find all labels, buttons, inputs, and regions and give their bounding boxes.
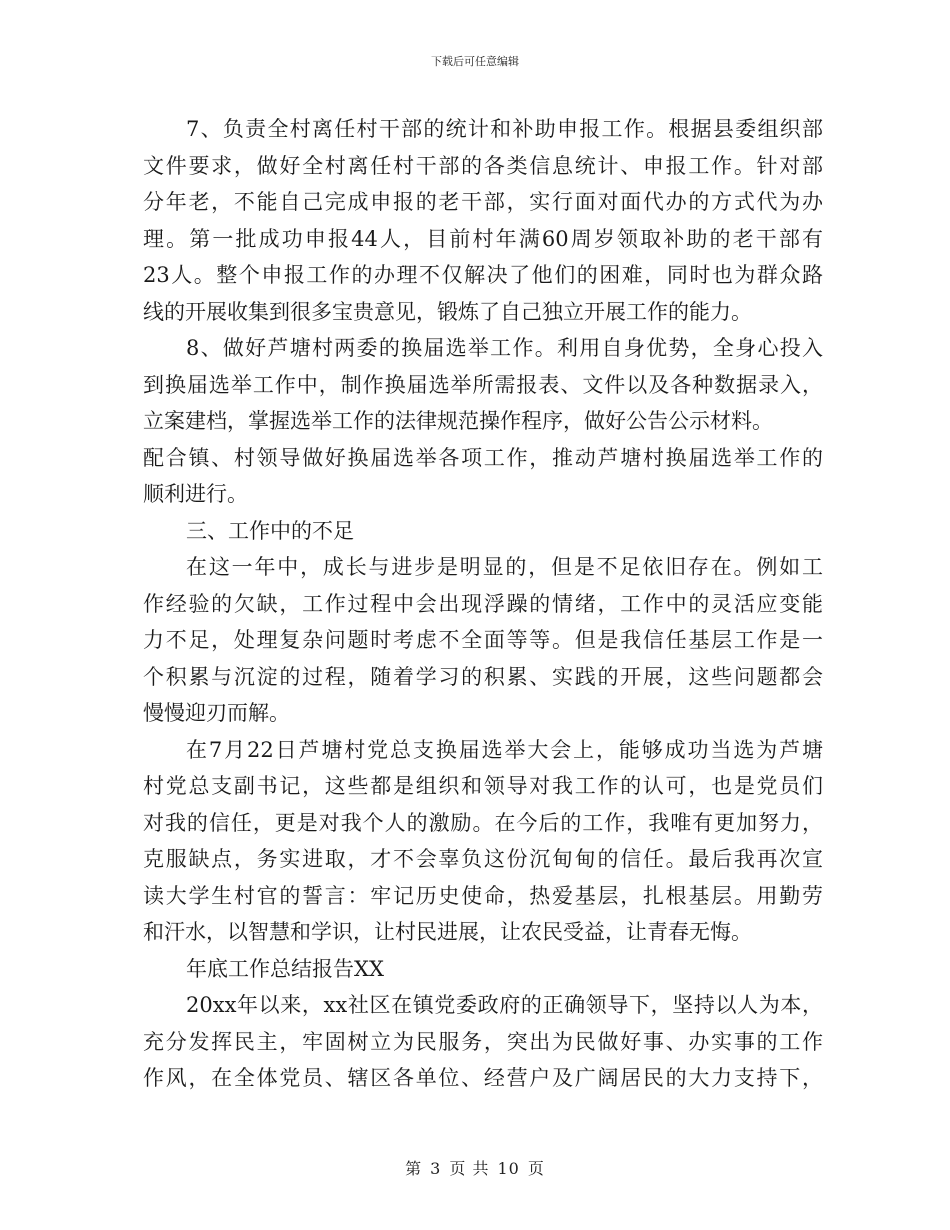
text-line: 个积累与沉淀的过程，随着学习的积累、实践的开展，这些问题都会 xyxy=(143,664,823,689)
paragraph xyxy=(143,732,823,951)
text-line: 充分发挥民主，牢固树立为民服务，突出为民做好事、办实事的工作 xyxy=(143,1029,823,1054)
text-line: 20xx年以来，xx社区在镇党委政府的正确领导下，坚持以人为本， xyxy=(186,993,823,1017)
document-body xyxy=(143,111,823,1097)
footer-mid: 页 共 xyxy=(449,1159,490,1178)
footer-prefix: 第 xyxy=(405,1159,423,1178)
page-footer xyxy=(0,1156,950,1179)
text-line: 顺利进行。 xyxy=(143,482,248,506)
text-line: 文件要求，做好全村离任村干部的各类信息统计、申报工作。针对部 xyxy=(143,153,823,178)
page-number: 3 xyxy=(430,1159,442,1178)
report-title xyxy=(143,951,823,988)
text-line: 到换届选举工作中，制作换届选举所需报表、文件以及各种数据录入， xyxy=(143,372,823,397)
text-line: 三、工作中的不足 xyxy=(186,518,354,543)
text-line: 力不足，处理复杂问题时考虑不全面等等。但是我信任基层工作是一 xyxy=(143,628,823,652)
total-pages: 10 xyxy=(497,1159,520,1178)
text-line: 23人。整个申报工作的办理不仅解决了他们的困难，同时也为群众路 xyxy=(143,263,823,287)
text-line: 7、负责全村离任村干部的统计和补助申报工作。根据县委组织部 xyxy=(186,117,823,141)
text-line: 在7月22日芦塘村党总支换届选举大会上，能够成功当选为芦塘 xyxy=(186,737,823,762)
text-line: 立案建档，掌握选举工作的法律规范操作程序，做好公告公示材料。 xyxy=(143,409,773,433)
text-line: 8、做好芦塘村两委的换届选举工作。利用自身优势，全身心投入 xyxy=(186,336,823,360)
text-line: 和汗水，以智慧和学识，让村民进展，让农民受益，让青春无悔。 xyxy=(143,920,752,944)
text-line: 在这一年中，成长与进步是明显的，但是不足依旧存在。例如工 xyxy=(186,555,823,579)
text-line: 克服缺点，务实进取，才不会辜负这份沉甸甸的信任。最后我再次宣 xyxy=(143,847,823,871)
text-line: 读大学生村官的誓言：牢记历史使命，热爱基层，扎根基层。用勤劳 xyxy=(143,883,823,908)
text-line: 慢慢迎刃而解。 xyxy=(143,701,290,725)
text-line: 村党总支副书记，这些都是组织和领导对我工作的认可，也是党员们 xyxy=(143,774,823,798)
text-line: 对我的信任，更是对我个人的激励。在今后的工作，我唯有更加努力， xyxy=(143,810,823,835)
text-line: 作经验的欠缺，工作过程中会出现浮躁的情绪，工作中的灵活应变能 xyxy=(143,591,823,616)
text-line: 年底工作总结报告XX xyxy=(186,956,384,981)
paragraph xyxy=(143,111,823,330)
text-line: 配合镇、村领导做好换届选举各项工作，推动芦塘村换届选举工作的 xyxy=(143,445,823,470)
paragraph xyxy=(143,549,823,732)
section-heading xyxy=(143,513,823,550)
text-line: 作风，在全体党员、辖区各单位、经营户及广阔居民的大力支持下， xyxy=(143,1066,823,1090)
text-line: 线的开展收集到很多宝贵意见，锻炼了自己独立开展工作的能力。 xyxy=(143,299,752,324)
footer-suffix: 页 xyxy=(527,1159,545,1178)
page-header: 下载后可任意编辑 xyxy=(431,55,519,68)
text-line: 理。第一批成功申报44人，目前村年满60周岁领取补助的老干部有 xyxy=(143,226,823,251)
paragraph xyxy=(143,987,823,1097)
text-line: 分年老，不能自己完成申报的老干部，实行面对面代办的方式代为办 xyxy=(143,190,823,214)
paragraph xyxy=(143,330,823,513)
